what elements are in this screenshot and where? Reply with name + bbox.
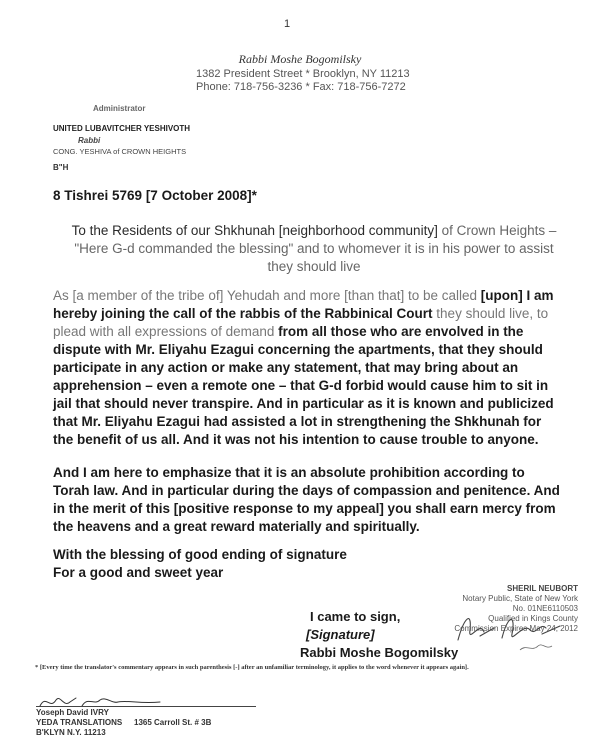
notary-name: SHERIL NEUBORT [507,584,578,593]
signature-placeholder: [Signature] [306,627,375,642]
org-name: UNITED LUBAVITCHER YESHIVOTH [53,124,191,133]
paragraph-1-rest: from all those who are envolved in the dispute with Mr. Eliyahu Ezagui concerning the apartments, that they should participate in any action or make any statement, that may bring about an apprehension – even a remote one – that G-d forbid would cause him to sit in jail that should never transpire. And in particular as it is known and publicized that Mr. Eliyahu Ezagui had assisted a lot in strengthening the Shkhunah for the benefit of us all. And it was not his intention to cause trouble to anyone. [53,324,554,447]
date-line: 8 Tishrei 5769 [7 October 2008]* [53,188,257,203]
notary-line-2: No. 01NE6110503 [512,604,578,613]
blessing-line-2: For a good and sweet year [53,565,224,580]
notary-line-1: Notary Public, State of New York [462,594,578,603]
translator-footnote: * [Every time the translator's commentary appears in such parenthesis [-] after an unfamiliar terminology, it applies to the word whenever it appears again]. [35,664,469,671]
notary-line-3: Qualified in Kings County [488,614,578,623]
admin-label: Administrator [93,104,146,113]
page-number: 1 [284,18,291,30]
paragraph-2: And I am here to emphasize that it is an absolute prohibition according to Torah law. And in particular during the days of compassion and penitence. And in the merit of this [positive response to my appeal] you shall earn mercy from the heavens and a great reward materially and spiritually. [53,465,560,534]
letterhead-name: Rabbi Moshe Bogomilsky [238,52,362,66]
signature-block [300,608,458,662]
translator-company: YEDA TRANSLATIONS [36,718,123,727]
paragraph-1 [53,287,563,449]
address-block [64,222,564,276]
translator-name: Yoseph David IVRY [36,708,109,717]
paragraph-1-faded-mid: they should live, to plead with all expressions of demand [53,306,549,339]
blessing-line-1: With the blessing of good ending of signature [53,547,347,562]
paragraph-1-mid: [upon] I am hereby joining the call of the rabbis of the Rabbinical Court [53,288,554,321]
org-title: Rabbi [78,136,101,145]
org-congregation: CONG. YESHIVA of CROWN HEIGHTS [53,147,187,156]
signatory-name: Rabbi Moshe Bogomilsky [300,645,459,660]
address-part-2: of Crown Heights – "Here G-d commanded the blessing" and to whomever it is in his power to assist they should live [74,223,557,274]
came-to-sign-line: I came to sign, [310,609,401,624]
translator-street: 1365 Carroll St. # 3B [134,718,212,727]
bh-mark: B"H [53,163,69,172]
address-part-1: To the Residents of our Shkhunah [neighborhood community] [71,223,442,238]
translator-divider [36,706,256,707]
letterhead-phone: Phone: 718-756-3236 * Fax: 718-756-7272 [196,81,406,93]
notary-line-4: Commission Expires May 24, 2012 [454,624,578,633]
translator-city: B'KLYN N.Y. 11213 [36,728,106,737]
letterhead-address: 1382 President Street * Brooklyn, NY 11213 [196,68,410,80]
paragraph-1-faded-start: As [a member of the tribe of] Yehudah and more [than that] to be called [53,288,481,303]
blessing-block [53,546,347,582]
notary-signature-image [450,600,590,660]
